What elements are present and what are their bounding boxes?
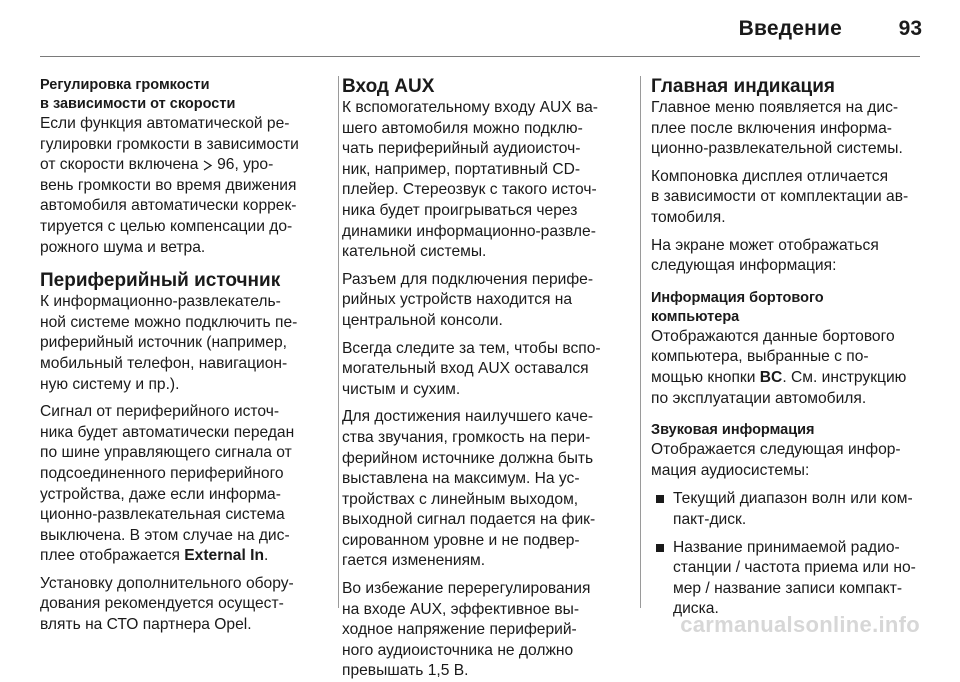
display-text-external-in: External In bbox=[184, 547, 264, 565]
column-left bbox=[40, 76, 322, 636]
text-span: . bbox=[264, 547, 269, 565]
paragraph: На экране может отображаться следующая информация: bbox=[651, 236, 879, 275]
paragraph: Во избежание перерегулирования на входе AUX, эффективное вы- ходное напряжение периферий- ного аудиоисточника не должно превышать 1,5 В. bbox=[342, 580, 591, 680]
text-span: , уро- вень громкости во время движения автомобиля автоматически коррек- тируется с целью компенсации до- рожного шума и ветра. bbox=[40, 156, 297, 256]
column-divider bbox=[338, 76, 339, 608]
text-span: Сигнал от периферийного источ- ника будет автоматически передан по шине управляющего сигнала от подсоединенного периферийного устройства, даже если информа- ционно-развлекательная система выключена. В этом случае на дис- плее отображается bbox=[40, 403, 295, 565]
section-title: Введение bbox=[738, 17, 842, 40]
column-middle bbox=[342, 76, 624, 682]
column-right bbox=[651, 76, 923, 627]
text-span: . См. инструкцию по эксплуатации автомобиля. bbox=[651, 368, 907, 407]
text-span: Отображаются данные бортового компьютера, выбранные с по- мощью кнопки bbox=[651, 327, 895, 386]
bullet-square-icon bbox=[656, 544, 664, 552]
paragraph: К информационно-развлекатель- ной системе можно подключить пе- риферийный источник (например, мобильный телефон, навигацион- ную систему и пр.). bbox=[40, 293, 298, 393]
heading-aux-input: Вход AUX bbox=[342, 76, 435, 97]
paragraph: Установку дополнительного обору- дования рекомендуется осущест- влять на СТО партнера Opel. bbox=[40, 574, 294, 634]
paragraph bbox=[40, 402, 322, 567]
list-item bbox=[651, 538, 923, 620]
paragraph: Главное меню появляется на дис- плее после включения информа- ционно-развлекательной системы. bbox=[651, 99, 903, 158]
bullet-list bbox=[651, 489, 923, 620]
subheading-speed-volume: Регулировка громкости в зависимости от скорости bbox=[40, 77, 236, 112]
text-span: Если функция автоматической ре- гулировки громкости в зависимости от скорости включена bbox=[40, 115, 299, 174]
paragraph bbox=[40, 114, 322, 258]
watermark: carmanualsonline.info bbox=[680, 612, 920, 637]
paragraph bbox=[651, 327, 923, 409]
paragraph: Компоновка дисплея отличается в зависимости от комплектации ав- томобиля. bbox=[651, 167, 909, 226]
heading-peripheral-source: Периферийный источник bbox=[40, 270, 281, 292]
column-divider bbox=[640, 76, 641, 608]
page-ref-arrow-icon bbox=[203, 160, 213, 170]
page-header bbox=[0, 0, 960, 56]
header-divider bbox=[40, 56, 920, 57]
page-reference[interactable]: 96 bbox=[217, 156, 235, 174]
page-number: 93 bbox=[898, 17, 922, 40]
paragraph: Разъем для подключения перифе- рийных устройств находится на центральной консоли. bbox=[342, 270, 594, 329]
bullet-square-icon bbox=[656, 495, 664, 503]
button-label-bc: BC bbox=[759, 368, 783, 386]
paragraph: Для достижения наилучшего каче- ства звучания, громкость на пери- ферийном источнике должна быть выставлена на максимум. На ус- тройствах с линейным выходом, выходной сигнал подается на фик- сированном уровне и не подвер- гается изменениям. bbox=[342, 408, 596, 570]
list-item-text: Название принимаемой радио- станции / частота приема или но- мер / название записи компакт- диска. bbox=[673, 538, 916, 618]
subheading-trip-computer: Информация бортового компьютера bbox=[651, 289, 824, 325]
list-item-text: Текущий диапазон волн или ком- пакт-диск. bbox=[673, 490, 913, 528]
heading-main-display: Главная индикация bbox=[651, 76, 835, 97]
paragraph: К вспомогательному входу AUX ва- шего автомобиля можно подклю- чать периферийный аудиоисточ- ник, например, портативный CD- плейер. Стереозвук с такого источ- ника будет проигрываться через динамики информационно-развле- кательной системы. bbox=[342, 99, 598, 261]
paragraph: Всегда следите за тем, чтобы вспо- могательный вход AUX оставался чистым и сухим. bbox=[342, 339, 601, 398]
subheading-audio-info: Звуковая информация bbox=[651, 422, 815, 439]
paragraph: Отображается следующая инфор- мация аудиосистемы: bbox=[651, 441, 901, 479]
list-item bbox=[651, 489, 923, 530]
